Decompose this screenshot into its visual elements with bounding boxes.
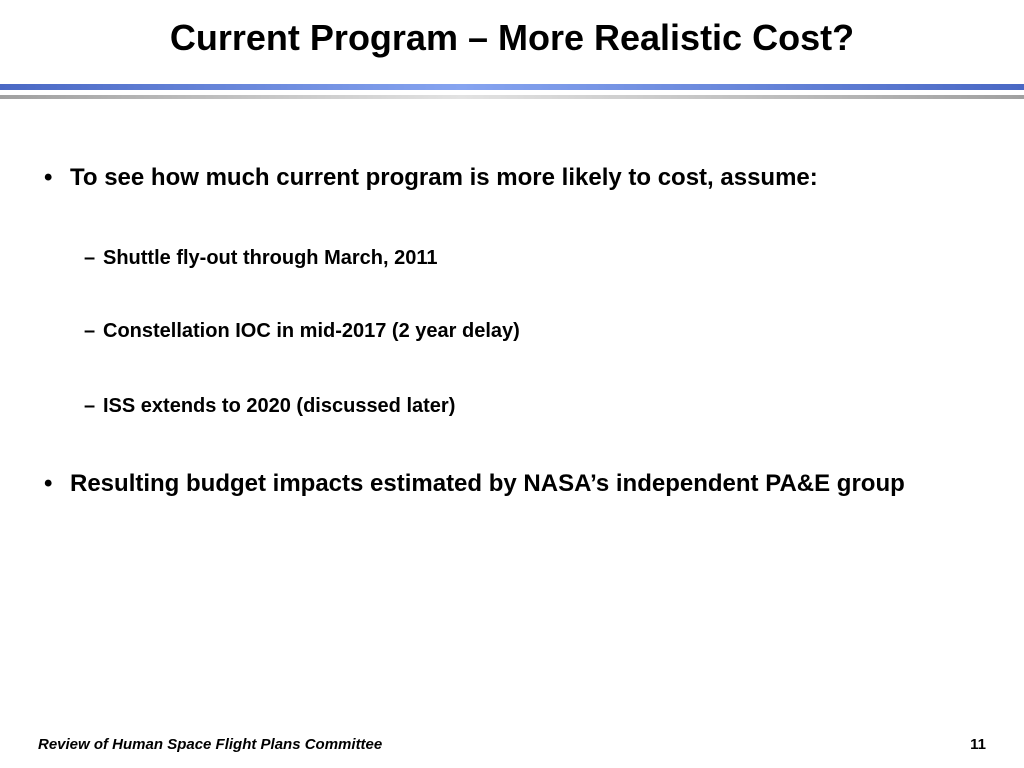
sub-bullet-text: ISS extends to 2020 (discussed later) (103, 395, 456, 417)
sub-bullet-marker: – (84, 395, 96, 417)
title-divider-blue (0, 84, 1024, 90)
bullet-item (44, 163, 994, 192)
bullet-marker: • (44, 164, 53, 191)
sub-bullet-item (84, 318, 994, 344)
sub-bullet-marker: – (84, 247, 96, 269)
sub-bullet-text: Shuttle fly-out through March, 2011 (103, 247, 438, 269)
slide-content (44, 160, 994, 498)
bullet-text: To see how much current program is more likely to cost, assume: (70, 164, 818, 191)
title-divider-gray (0, 95, 1024, 99)
sub-bullet-text: Constellation IOC in mid-2017 (2 year delay) (103, 320, 520, 342)
page-number: 11 (970, 736, 986, 753)
slide-title: Current Program – More Realistic Cost? (169, 17, 855, 58)
sub-bullet-item (84, 393, 994, 419)
sub-bullet-marker: – (84, 320, 96, 342)
footer-committee-name: Review of Human Space Flight Plans Committee (38, 736, 383, 753)
bullet-text: Resulting budget impacts estimated by NASA’s independent PA&E group (70, 470, 905, 497)
bullet-item (44, 469, 994, 498)
bullet-marker: • (44, 470, 53, 497)
sub-bullet-item (84, 245, 994, 271)
